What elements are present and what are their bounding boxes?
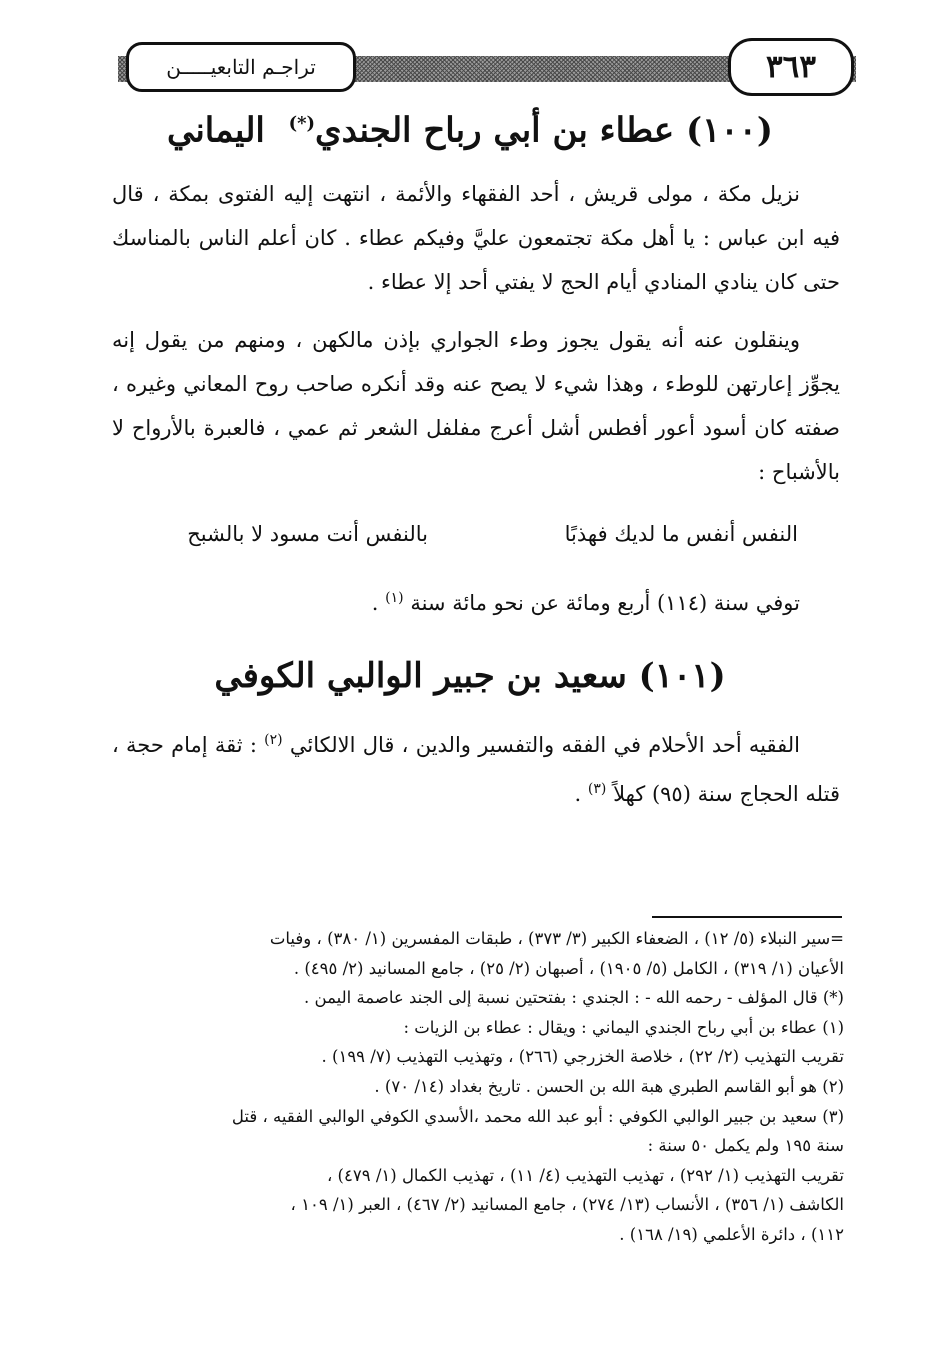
- footnote-line: تقريب التهذيب (١/ ٢٩٢) ، تهذيب التهذيب (٤/ ١١) ، تهذيب الكمال (١/ ٤٧٩) ،: [326, 1165, 844, 1185]
- footnote-ref-1: (١): [385, 590, 404, 606]
- footnote-ref-2: (٢): [264, 732, 283, 748]
- footnote-line: سنة ١٩٥ ولم يكمل ٥٠ سنة :: [647, 1136, 844, 1156]
- footnote-ref-3: (٣): [587, 781, 607, 797]
- death-note-text: توفي سنة (١١٤) أربع ومائة عن نحو مائة سنة: [410, 591, 800, 615]
- entry-101-paragraph: [112, 718, 840, 816]
- footnote-line: =سير النبلاء (٥/ ١٢) ، الضعفاء الكبير (٣/ ٣٧٣) ، طبقات المفسرين (١/ ٣٨٠) ، وفيات: [269, 929, 844, 948]
- footnotes: [112, 924, 844, 1250]
- entry-100-paragraph-2: وينقلون عنه أنه يقول يجوز وطء الجواري بإذن مالكهن ، ومنهم من يقول إنه يجوِّز إعارتهن للوطء ، وهذا شيء لا يصح عنه وقد أنكره صاحب روح المعاني وغيره ، صفته كان أسود أعور أفطس أشل أعرج مفلفل الشعر ثم عمي ، فالعبرة بالأرواح لا بالأشباح :: [112, 328, 840, 484]
- footnote-line: الكاشف (١/ ٣٥٦) ، الأنساب (١٣/ ٢٧٤) ، جامع المسانيد (٢/ ٤٦٧) ، العبر (١/ ١٠٩ ،: [290, 1195, 844, 1215]
- entry-101-text-end: .: [574, 782, 582, 806]
- entry-100-heading-tail: اليماني: [167, 110, 265, 151]
- footnote-line: تقريب التهذيب (٢/ ٢٢) ، خلاصة الخزرجي (٢٦٦) ، وتهذيب التهذيب (٧/ ١٩٩) .: [321, 1047, 844, 1067]
- entry-100-heading: [120, 100, 820, 154]
- entry-101-text-1: الفقيه أحد الأحلام في الفقه والتفسير والدين ، قال الالكائي: [289, 733, 800, 757]
- footnote-line: ١١٢) ، دائرة الأعلمي (١٩/ ١٦٨) .: [619, 1224, 844, 1244]
- footnote-separator: [652, 916, 842, 918]
- entry-100-heading-mark: (*): [288, 113, 316, 134]
- verse-second-hemistich: بالنفس أنت مسود لا بالشبح: [187, 522, 428, 546]
- footnote-line: (٢) هو أبو القاسم الطبري هبة الله بن الحسن . تاريخ بغداد (١٤/ ٧٠) .: [374, 1076, 844, 1096]
- running-title-frame: [126, 42, 356, 92]
- verse-first-hemistich: النفس أنفس ما لديك فهذبًا: [564, 522, 798, 546]
- entry-101-heading: (١٠١) سعيد بن جبير الوالبي الكوفي: [214, 656, 726, 696]
- footnote-line: (*) قال المؤلف - رحمه الله - : الجندي : بفتحتين نسبة إلى الجند عاصمة اليمن .: [304, 988, 844, 1008]
- page-number-frame: [728, 38, 854, 96]
- entry-100-paragraph-1: نزيل مكة ، مولى قريش ، أحد الفقهاء والأئمة ، انتهت إليه الفتوى بمكة ، قال فيه ابن عباس : يا أهل مكة تجتمعون عليَّ وفيكم عطاء . كان أعلم الناس بالمناسك حتى كان ينادي المنادي أيام الحج لا يفتي أحد إلا عطاء .: [112, 182, 840, 294]
- entry-100-death-note: [112, 576, 800, 625]
- footnote-line: الأعيان (١/ ٣١٩) ، الكامل (٥/ ١٩٠٥) ، أصبهان (٢/ ٢٥) ، جامع المسانيد (٢/ ٤٩٥) .: [293, 958, 844, 978]
- page-number: ٣٦٣: [766, 49, 816, 85]
- running-title: تراجـم التابعيـــــن: [166, 55, 316, 79]
- entry-101-text-2: : ثقة إمام حجة ، قتله الحجاج سنة (٩٥) كهلاً: [112, 733, 840, 806]
- footnote-line: (١) عطاء بن أبي رباح الجندي اليماني : ويقال : عطاء بن الزيات :: [403, 1017, 844, 1037]
- footnote-line: (٣) سعيد بن جبير الوالبي الكوفي : أبو عبد الله محمد ،الأسدي الكوفي الوالبي الفقيه ، قتل: [231, 1106, 844, 1126]
- death-note-end: .: [371, 591, 379, 615]
- entry-100-heading-text: (١٠٠) عطاء بن أبي رباح الجندي: [315, 110, 773, 151]
